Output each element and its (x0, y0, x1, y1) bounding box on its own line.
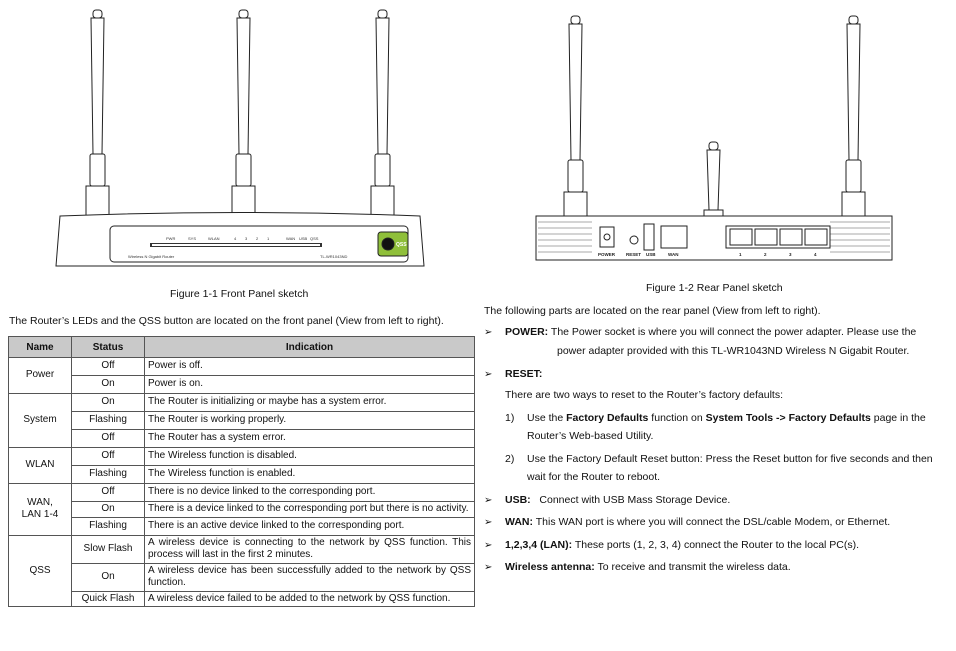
front-panel-intro: The Router’s LEDs and the QSS button are located on the front panel (View from left to right). (9, 315, 444, 327)
led-label-2: 2 (256, 236, 259, 241)
arrow-bullet-icon: ➢ (484, 495, 493, 506)
cell-status: Flashing (72, 517, 145, 535)
cell-indication: A wireless device is connecting to the network by QSS function. This process will last in the first 2 minutes. (145, 535, 475, 563)
lan-port-4-icon (805, 229, 827, 245)
arrow-bullet-icon: ➢ (484, 369, 493, 380)
cell-status: On (72, 376, 145, 394)
arrow-bullet-icon: ➢ (484, 327, 493, 338)
port-label-reset: RESET (626, 252, 642, 257)
table-row (9, 466, 475, 484)
led-label-1: 1 (267, 236, 270, 241)
cell-status: On (72, 394, 145, 412)
lan-port-2-icon (755, 229, 777, 245)
cell-status: On (72, 502, 145, 518)
port-label-3: 3 (789, 252, 792, 257)
cell-status: Slow Flash (72, 535, 145, 563)
port-label-wan: WAN (668, 252, 679, 257)
cell-name: QSS (9, 535, 72, 607)
power-description (505, 325, 947, 340)
cell-indication: The Router is working properly. (145, 412, 475, 430)
cell-status: On (72, 563, 145, 591)
lan-port-3-icon (780, 229, 802, 245)
led-label-sys: SYS (188, 236, 197, 241)
qss-button-icon[interactable] (382, 238, 394, 250)
cell-status: Off (72, 358, 145, 376)
figure-1-1-caption: Figure 1-1 Front Panel sketch (170, 288, 309, 300)
router-rear-body (536, 216, 892, 260)
table-row (9, 535, 475, 563)
table-row (9, 563, 475, 591)
table-row (9, 412, 475, 430)
table-row (9, 484, 475, 502)
table-row (9, 591, 475, 607)
cell-status: Off (72, 430, 145, 448)
antenna-left (86, 10, 109, 216)
power-text: The Power socket is where you will connect the power adapter. Please use the (548, 326, 917, 338)
table-row (9, 502, 475, 518)
cell-status: Flashing (72, 466, 145, 484)
wan-port-icon (661, 226, 687, 248)
cell-indication: Power is off. (145, 358, 475, 376)
cell-name: Power (9, 358, 72, 394)
reset-item2-number: 2) (505, 453, 515, 465)
reset-item1-text: Use the Factory Defaults function on System Tools -> Factory Defaults page in the (527, 412, 926, 424)
table-row (9, 358, 475, 376)
led-label-wlan: WLAN (208, 236, 220, 241)
cell-indication: The Wireless function is disabled. (145, 448, 475, 466)
wan-description: WAN: This WAN port is where you will connect the DSL/cable Modem, or Ethernet. (505, 516, 891, 528)
led-label-wan: WAN (286, 236, 296, 241)
cell-indication: Power is on. (145, 376, 475, 394)
reset-item1-line2: Router’s Web-based Utility. (527, 430, 654, 442)
cell-status: Off (72, 448, 145, 466)
cell-indication: There is no device linked to the corresponding port. (145, 484, 475, 502)
brand-label: Wireless N Gigabit Router (128, 254, 175, 259)
arrow-bullet-icon: ➢ (484, 562, 493, 573)
rear-panel-figure (530, 10, 900, 270)
arrow-bullet-icon: ➢ (484, 540, 493, 551)
antenna-middle (232, 10, 255, 216)
reset-item1-number: 1) (505, 412, 515, 424)
power-label: POWER: (505, 326, 549, 338)
cell-status: Quick Flash (72, 591, 145, 607)
reset-intro: There are two ways to reset to the Router’s factory defaults: (505, 389, 783, 401)
cell-indication: The Router has a system error. (145, 430, 475, 448)
table-row (9, 394, 475, 412)
arrow-bullet-icon: ➢ (484, 517, 493, 528)
lan-description: 1,2,3,4 (LAN): These ports (1, 2, 3, 4) connect the Router to the local PC(s). (505, 539, 860, 551)
usb-description: USB: Connect with USB Mass Storage Device. (505, 494, 731, 506)
led-label-usb: USB (299, 236, 308, 241)
cell-indication: The Router is initializing or maybe has a system error. (145, 394, 475, 412)
port-label-power: POWER (598, 252, 616, 257)
antenna-right (842, 16, 865, 216)
cell-indication: A wireless device failed to be added to the network by QSS function. (145, 591, 475, 607)
table-row (9, 376, 475, 394)
cell-indication: A wireless device has been successfully added to the network by QSS function. (145, 563, 475, 591)
table-row (9, 517, 475, 535)
header-status: Status (72, 337, 145, 358)
led-table (8, 336, 475, 607)
led-label-qss: QSS (310, 236, 319, 241)
table-row (9, 448, 475, 466)
cell-status: Flashing (72, 412, 145, 430)
cell-name: WAN, LAN 1-4 (9, 484, 72, 536)
port-label-2: 2 (764, 252, 767, 257)
led-label-3: 3 (245, 236, 248, 241)
cell-status: Off (72, 484, 145, 502)
reset-label: RESET: (505, 368, 543, 380)
port-label-4: 4 (814, 252, 817, 257)
cell-name: WLAN (9, 448, 72, 484)
cell-indication: The Wireless function is enabled. (145, 466, 475, 484)
port-label-1: 1 (739, 252, 742, 257)
port-label-usb: USB (646, 252, 656, 257)
rear-panel-intro: The following parts are located on the rear panel (View from left to right). (484, 305, 821, 317)
power-text-line2: power adapter provided with this TL-WR1043ND Wireless N Gigabit Router. (557, 345, 910, 357)
cell-name: System (9, 394, 72, 448)
reset-item2-line2: wait for the Router to reboot. (527, 471, 661, 483)
cell-indication: There is a device linked to the corresponding port but there is no activity. (145, 502, 475, 518)
led-label-pwr: PWR (166, 236, 176, 241)
antenna-left (564, 16, 587, 216)
header-name: Name (9, 337, 72, 358)
reset-button-icon (630, 236, 638, 244)
qss-label: QSS (396, 242, 407, 248)
table-row (9, 430, 475, 448)
figure-1-2-caption: Figure 1-2 Rear Panel sketch (646, 282, 783, 294)
header-indication: Indication (145, 337, 475, 358)
reset-item2-line1: Use the Factory Default Reset button: Press the Reset button for five seconds and then (527, 453, 933, 465)
cell-indication: There is an active device linked to the corresponding port. (145, 517, 475, 535)
model-label: TL-WR1043ND (320, 254, 348, 259)
led-label-4: 4 (234, 236, 237, 241)
antenna-right (371, 10, 394, 216)
usb-port-icon (644, 224, 654, 250)
antenna-description: Wireless antenna: To receive and transmit the wireless data. (505, 561, 791, 573)
front-panel-figure (40, 4, 440, 276)
lan-port-1-icon (730, 229, 752, 245)
